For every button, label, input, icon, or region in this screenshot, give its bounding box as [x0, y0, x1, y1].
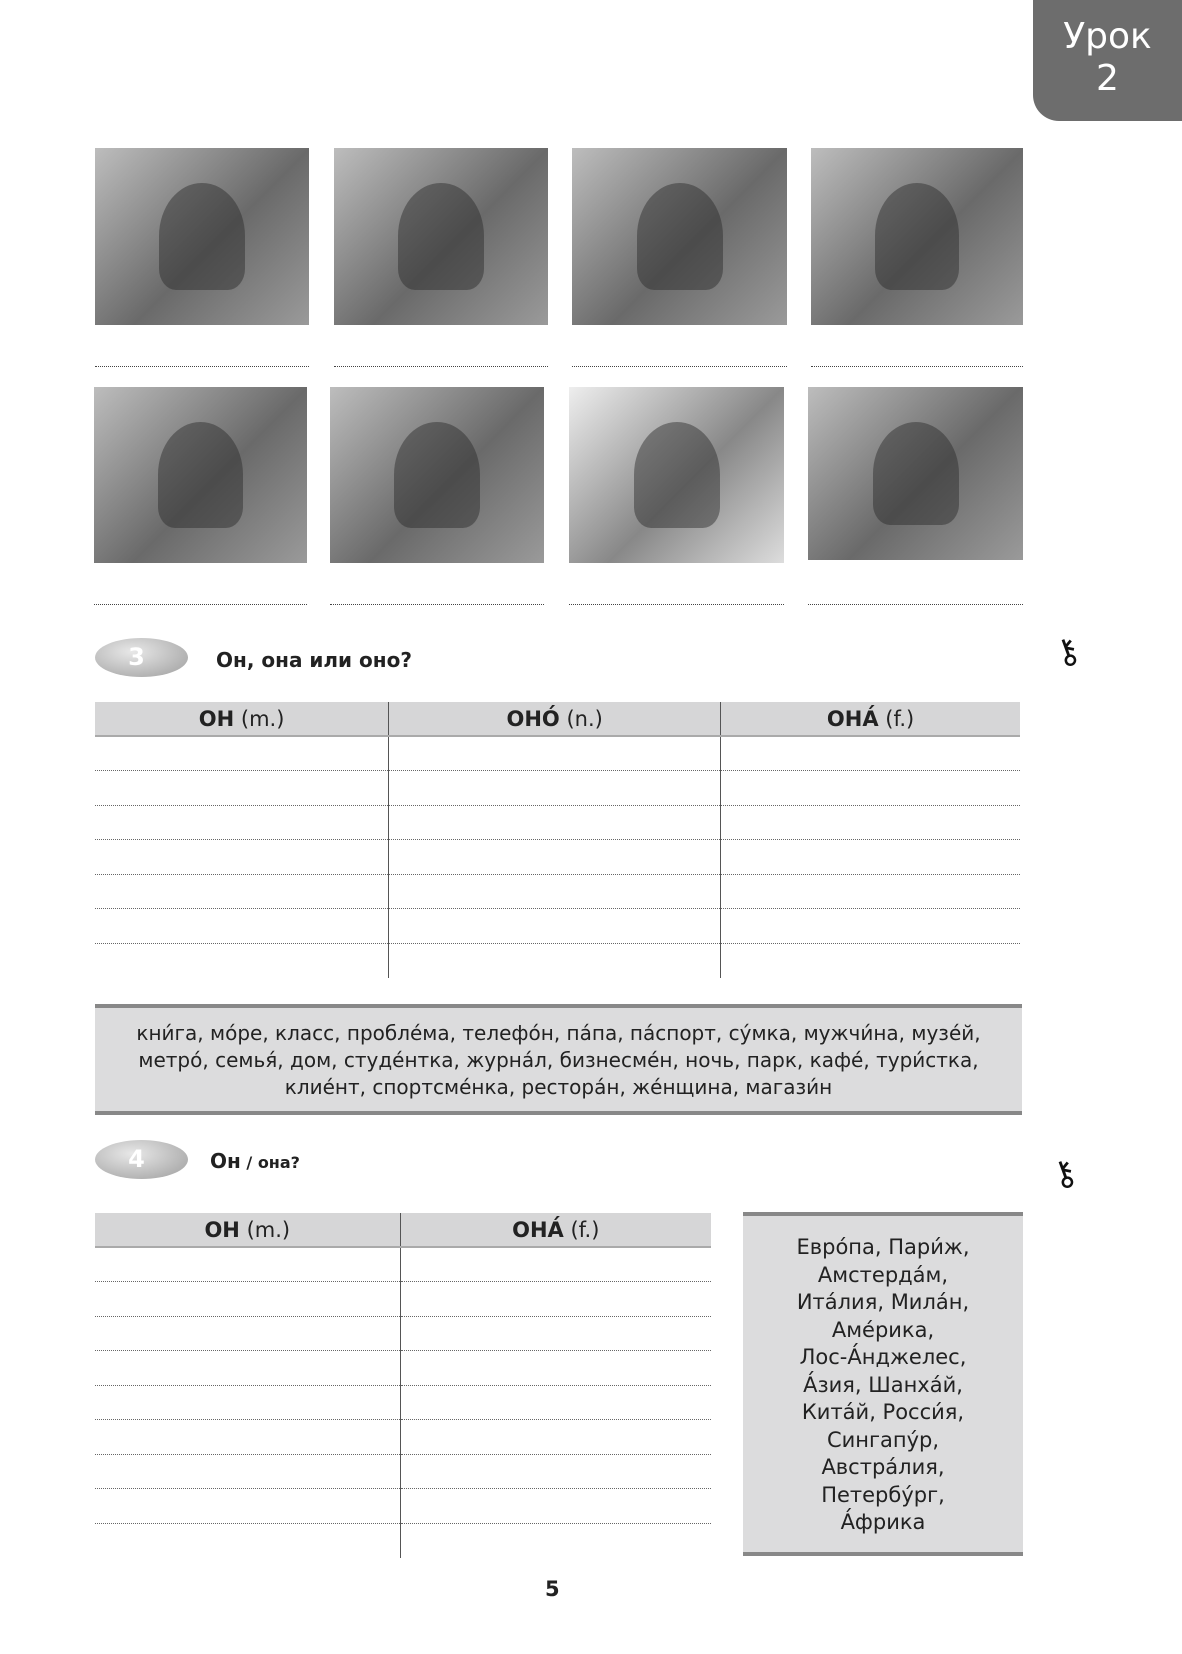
word-line: Сингапу́р,: [826, 1427, 940, 1452]
answer-line[interactable]: [572, 366, 787, 367]
answer-line[interactable]: [334, 366, 548, 367]
answer-line[interactable]: [811, 366, 1023, 367]
key-icon: ⚷: [1045, 1150, 1083, 1198]
photo-family-dinner: [572, 148, 787, 325]
exercise-4-title: Он / она?: [210, 1149, 300, 1173]
table-row: [95, 840, 1020, 875]
word-line: Петербу́рг,: [821, 1482, 945, 1507]
exercise-3-title: Он, она или оно?: [216, 648, 412, 672]
header-feminine: ОНА́ (f.): [721, 702, 1020, 736]
table-row: [95, 1420, 711, 1455]
word-line: Аме́рика,: [831, 1317, 935, 1342]
word-line: Австра́лия,: [821, 1455, 945, 1479]
word-line: А́зия, Шанха́й,: [803, 1372, 963, 1397]
header-feminine: ОНА́ (f.): [400, 1213, 711, 1247]
table-row: [95, 1523, 711, 1558]
answer-line[interactable]: [808, 604, 1023, 605]
exercise-3-table: [95, 702, 1020, 978]
table-row: [95, 1489, 711, 1524]
table-row: [95, 943, 1020, 978]
table-row: [95, 1385, 711, 1420]
answer-line[interactable]: [94, 604, 307, 605]
header-masculine: ОН (m.): [95, 702, 389, 736]
table-row: [95, 909, 1020, 944]
word-line: Евро́па, Пари́ж,: [796, 1235, 970, 1259]
table-row: [95, 771, 1020, 806]
photo-school: [94, 387, 307, 563]
photo-teacher: [330, 387, 544, 563]
table-row: [95, 805, 1020, 840]
table-row: [95, 736, 1020, 771]
word-line: метро́, семья́, дом, студе́нтка, журна́л, бизнесме́н, ночь, парк, кафе́, тури́стка,: [138, 1048, 979, 1072]
photo-cat: [569, 387, 784, 563]
exercise-3-badge: 3: [95, 638, 188, 677]
word-line: Кита́й, Росси́я,: [801, 1400, 965, 1424]
table-row: [95, 1247, 711, 1282]
lesson-number: 2: [1096, 58, 1119, 99]
word-line: Ита́лия, Мила́н,: [796, 1290, 970, 1314]
word-line: А́фрика: [840, 1510, 926, 1534]
table-row: [95, 1282, 711, 1317]
header-neuter: ОНО́ (n.): [389, 702, 721, 736]
exercise-3-word-bank: [95, 1004, 1022, 1115]
answer-line[interactable]: [95, 366, 309, 367]
table-row: [95, 1454, 711, 1489]
photo-car: [334, 148, 548, 325]
table-row: [95, 1316, 711, 1351]
photo-woman-shopping: [811, 148, 1023, 325]
exercise-4-word-bank: [743, 1212, 1023, 1556]
photo-businessman: [95, 148, 309, 325]
lesson-word: Урок: [1063, 16, 1152, 57]
table-row: [95, 874, 1020, 909]
page-number: 5: [545, 1577, 560, 1601]
photo-dog: [808, 387, 1023, 560]
table-row: [95, 1351, 711, 1386]
header-masculine: ОН (m.): [95, 1213, 400, 1247]
word-line: клие́нт, спортсме́нка, рестора́н, же́нщина, магази́н: [284, 1075, 833, 1099]
lesson-tab: [1033, 0, 1182, 121]
exercise-4-table: [95, 1213, 711, 1558]
answer-line[interactable]: [330, 604, 544, 605]
word-line: Амстерда́м,: [817, 1262, 949, 1287]
answer-line[interactable]: [569, 604, 784, 605]
exercise-4-badge: 4: [95, 1140, 188, 1179]
key-icon: ⚷: [1048, 628, 1086, 676]
word-line: Лос-А́нджелес,: [799, 1345, 967, 1369]
word-line: кни́га, мо́ре, класс, пробле́ма, телефо́н, па́па, па́спорт, су́мка, мужчи́на, музе́й,: [136, 1021, 981, 1045]
